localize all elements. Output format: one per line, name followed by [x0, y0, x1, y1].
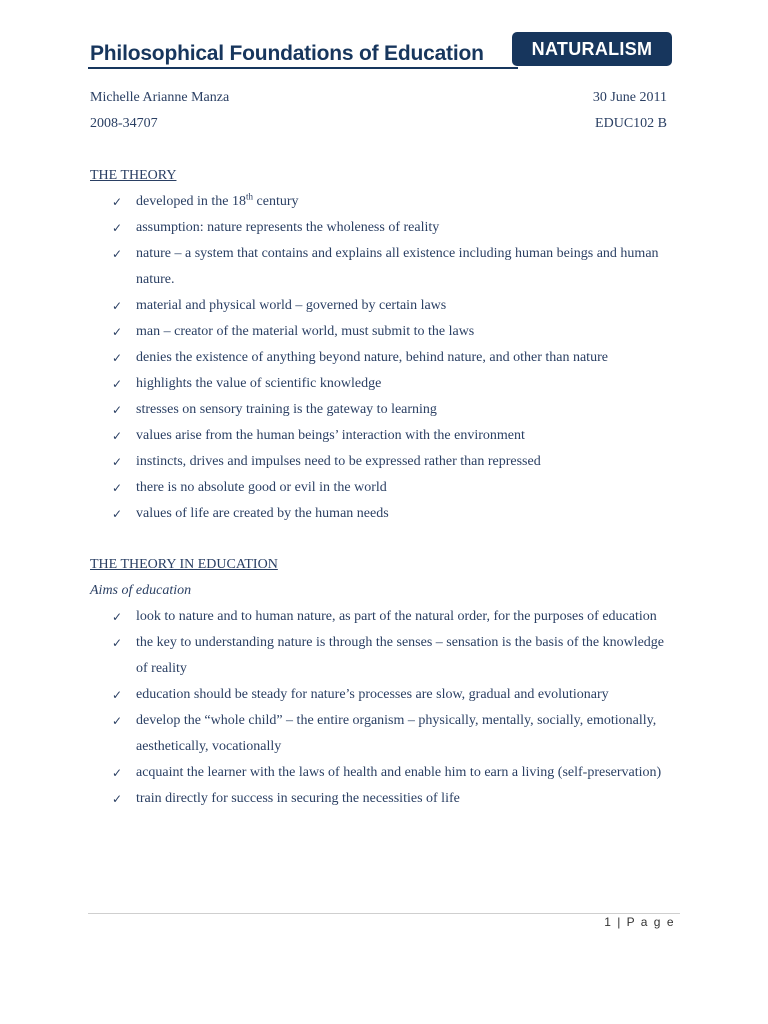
section-heading-education: THE THEORY IN EDUCATION: [90, 557, 278, 572]
list-item: ✓ look to nature and to human nature, as part of the natural order, for the purposes of education: [0, 604, 666, 630]
checkmark-icon: ✓: [112, 636, 123, 650]
checkmark-icon: ✓: [112, 610, 123, 624]
checkmark-icon: ✓: [112, 221, 123, 235]
footer-divider: [88, 913, 680, 914]
page-number: 1 | P a g e: [604, 915, 675, 929]
author-name: Michelle Arianne Manza: [90, 90, 230, 105]
list-item: ✓ acquaint the learner with the laws of health and enable him to earn a living (self-preservation): [0, 760, 666, 786]
checkmark-icon: ✓: [112, 247, 123, 261]
list-item: ✓ education should be steady for nature’s processes are slow, gradual and evolutionary: [0, 682, 666, 708]
education-aims-list: [0, 604, 666, 812]
list-item: ✓ denies the existence of anything beyond nature, behind nature, and other than nature: [0, 345, 666, 371]
checkmark-icon: ✓: [112, 507, 123, 521]
course-code: EDUC102 B: [595, 116, 667, 131]
checkmark-icon: ✓: [112, 455, 123, 469]
list-item: ✓ there is no absolute good or evil in the world: [0, 475, 666, 501]
list-item: ✓ values of life are created by the human needs: [0, 501, 666, 527]
list-item: ✓ nature – a system that contains and explains all existence including human beings and human nature.: [0, 241, 666, 293]
list-item: ✓ material and physical world – governed by certain laws: [0, 293, 666, 319]
checkmark-icon: ✓: [112, 325, 123, 339]
section-heading-theory: THE THEORY: [90, 168, 177, 183]
list-item: ✓ develop the “whole child” – the entire organism – physically, mentally, socially, emotionally, aesthetically, vocationally: [0, 708, 666, 760]
subheading-aims: Aims of education: [90, 583, 192, 598]
student-number: 2008-34707: [90, 116, 158, 131]
list-item: ✓ instincts, drives and impulses need to be expressed rather than repressed: [0, 449, 666, 475]
checkmark-icon: ✓: [112, 377, 123, 391]
checkmark-icon: ✓: [112, 766, 123, 780]
list-item: ✓ developed in the 18th century: [0, 189, 666, 215]
theory-list: [0, 189, 666, 527]
checkmark-icon: ✓: [112, 299, 123, 313]
checkmark-icon: ✓: [112, 429, 123, 443]
title-underline: [88, 67, 518, 69]
checkmark-icon: ✓: [112, 688, 123, 702]
list-item: ✓ train directly for success in securing the necessities of life: [0, 786, 666, 812]
checkmark-icon: ✓: [112, 195, 123, 209]
checkmark-icon: ✓: [112, 792, 123, 806]
list-item: ✓ values arise from the human beings’ interaction with the environment: [0, 423, 666, 449]
document-title: Philosophical Foundations of Education: [90, 42, 484, 65]
topic-badge: NATURALISM: [512, 32, 672, 66]
list-item: ✓ assumption: nature represents the wholeness of reality: [0, 215, 666, 241]
list-item: ✓ stresses on sensory training is the gateway to learning: [0, 397, 666, 423]
list-item: ✓ highlights the value of scientific knowledge: [0, 371, 666, 397]
checkmark-icon: ✓: [112, 351, 123, 365]
checkmark-icon: ✓: [112, 481, 123, 495]
list-item: ✓ man – creator of the material world, must submit to the laws: [0, 319, 666, 345]
document-date: 30 June 2011: [592, 90, 667, 105]
checkmark-icon: ✓: [112, 714, 123, 728]
checkmark-icon: ✓: [112, 403, 123, 417]
list-item: ✓ the key to understanding nature is through the senses – sensation is the basis of the knowledge of reality: [0, 630, 666, 682]
